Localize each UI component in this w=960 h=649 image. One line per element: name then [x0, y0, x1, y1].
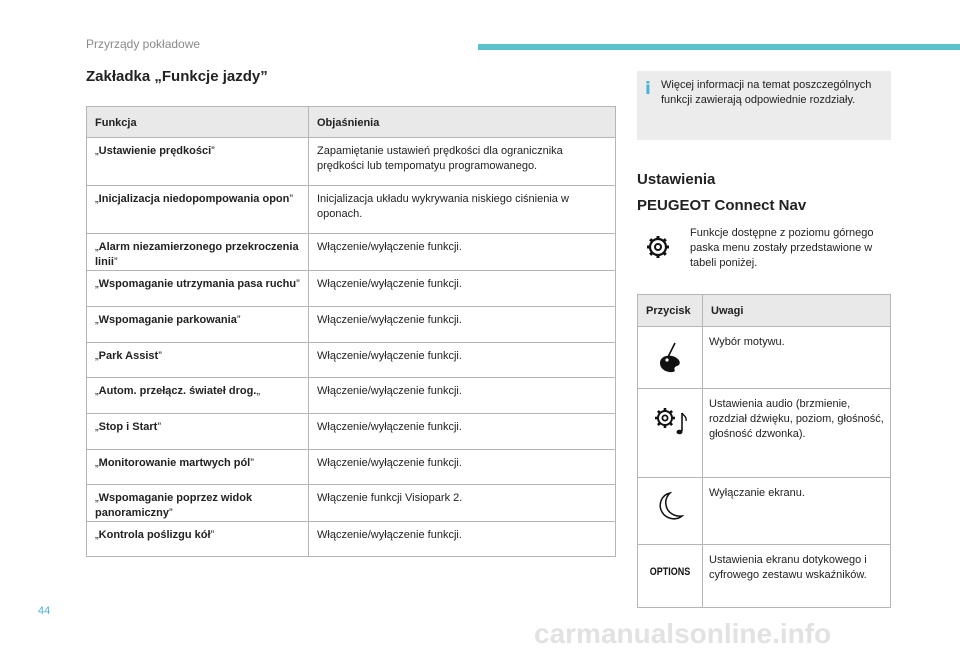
column-header-explanation: Objaśnienia: [309, 107, 616, 138]
function-name: „Stop i Start”: [87, 414, 309, 450]
info-icon: i: [645, 79, 651, 99]
function-description: Włączenie/wyłączenie funkcji.: [309, 414, 616, 450]
function-description: Włączenie/wyłączenie funkcji.: [309, 343, 616, 378]
function-name: „Alarm niezamierzonego przekroczenia linii”: [87, 234, 309, 271]
column-header-function: Funkcja: [87, 107, 309, 138]
watermark: carmanualsonline.info: [534, 618, 832, 649]
driving-functions-title: Zakładka „Funkcje jazdy”: [86, 68, 268, 85]
table-row: [87, 414, 616, 450]
gear-music-icon: [651, 403, 689, 439]
function-description: Inicjalizacja układu wykrywania niskiego ciśnienia w oponach.: [309, 186, 616, 234]
function-description: Włączenie funkcji Visiopark 2.: [309, 485, 616, 522]
table-row: [87, 307, 616, 343]
function-description: Włączenie/wyłączenie funkcji.: [309, 522, 616, 557]
table-row: [638, 389, 891, 478]
button-cell: [638, 327, 703, 389]
function-description: Włączenie/wyłączenie funkcji.: [309, 307, 616, 343]
function-name: „Park Assist”: [87, 343, 309, 378]
moon-icon: [654, 490, 686, 524]
function-description: Włączenie/wyłączenie funkcji.: [309, 450, 616, 485]
options-icon: OPTIONS: [649, 566, 691, 578]
page-number: 44: [38, 605, 51, 617]
table-row: [87, 234, 616, 271]
info-text: Więcej informacji na temat poszczególnych funkcji zawierają odpowiednie rozdziały.: [661, 79, 872, 106]
nav-description: Funkcje dostępne z poziomu górnego paska menu zostały przedstawione w tabeli poniżej.: [690, 227, 874, 269]
table-row: [87, 378, 616, 414]
column-header-notes: Uwagi: [703, 295, 891, 327]
table-row: [87, 138, 616, 186]
button-note: Wybór motywu.: [703, 327, 891, 389]
table-row: [638, 327, 891, 389]
table-header-row: [638, 295, 891, 327]
button-note: Ustawienia audio (brzmienie, rozdział dźwięku, poziom, głośność, głośność dzwonka).: [703, 389, 891, 478]
function-name: „Wspomaganie utrzymania pasa ruchu”: [87, 271, 309, 307]
function-description: Zapamiętanie ustawień prędkości dla ogranicznika prędkości lub tempomatyu programowanego.: [309, 138, 616, 186]
table-row: [87, 186, 616, 234]
section-header-label: Przyrządy pokładowe: [86, 37, 201, 51]
function-name: „Wspomaganie parkowania”: [87, 307, 309, 343]
function-description: Włączenie/wyłączenie funkcji.: [309, 234, 616, 271]
button-cell: [638, 389, 703, 478]
table-row: [638, 545, 891, 608]
table-row: [87, 450, 616, 485]
driving-functions-table: [86, 106, 616, 557]
table-row: [87, 343, 616, 378]
options-button-cell: [638, 545, 703, 608]
header-accent-bar: [478, 44, 960, 50]
table-row: [87, 522, 616, 557]
settings-title: Ustawienia: [637, 171, 716, 188]
gear-icon: [645, 234, 671, 260]
button-cell: [638, 478, 703, 545]
table-header-row: [87, 107, 616, 138]
table-row: [638, 478, 891, 545]
nav-system-title: PEUGEOT Connect Nav: [637, 197, 807, 214]
function-name: „Wspomaganie poprzez widok panoramiczny”: [87, 485, 309, 522]
function-description: Włączenie/wyłączenie funkcji.: [309, 378, 616, 414]
column-header-button: Przycisk: [638, 295, 703, 327]
info-box: [637, 71, 891, 140]
button-note: Ustawienia ekranu dotykowego i cyfrowego zestawu wskaźników.: [703, 545, 891, 608]
button-note: Wyłączanie ekranu.: [703, 478, 891, 545]
table-row: [87, 271, 616, 307]
settings-buttons-table: [637, 294, 891, 608]
table-row: [87, 485, 616, 522]
function-name: „Monitorowanie martwych pól”: [87, 450, 309, 485]
function-name: „Inicjalizacja niedopompowania opon”: [87, 186, 309, 234]
function-name: „Kontrola poślizgu kół”: [87, 522, 309, 557]
function-name: „Ustawienie prędkości”: [87, 138, 309, 186]
function-name: „Autom. przełącz. świateł drog.„: [87, 378, 309, 414]
palette-icon: [655, 341, 685, 375]
function-description: Włączenie/wyłączenie funkcji.: [309, 271, 616, 307]
